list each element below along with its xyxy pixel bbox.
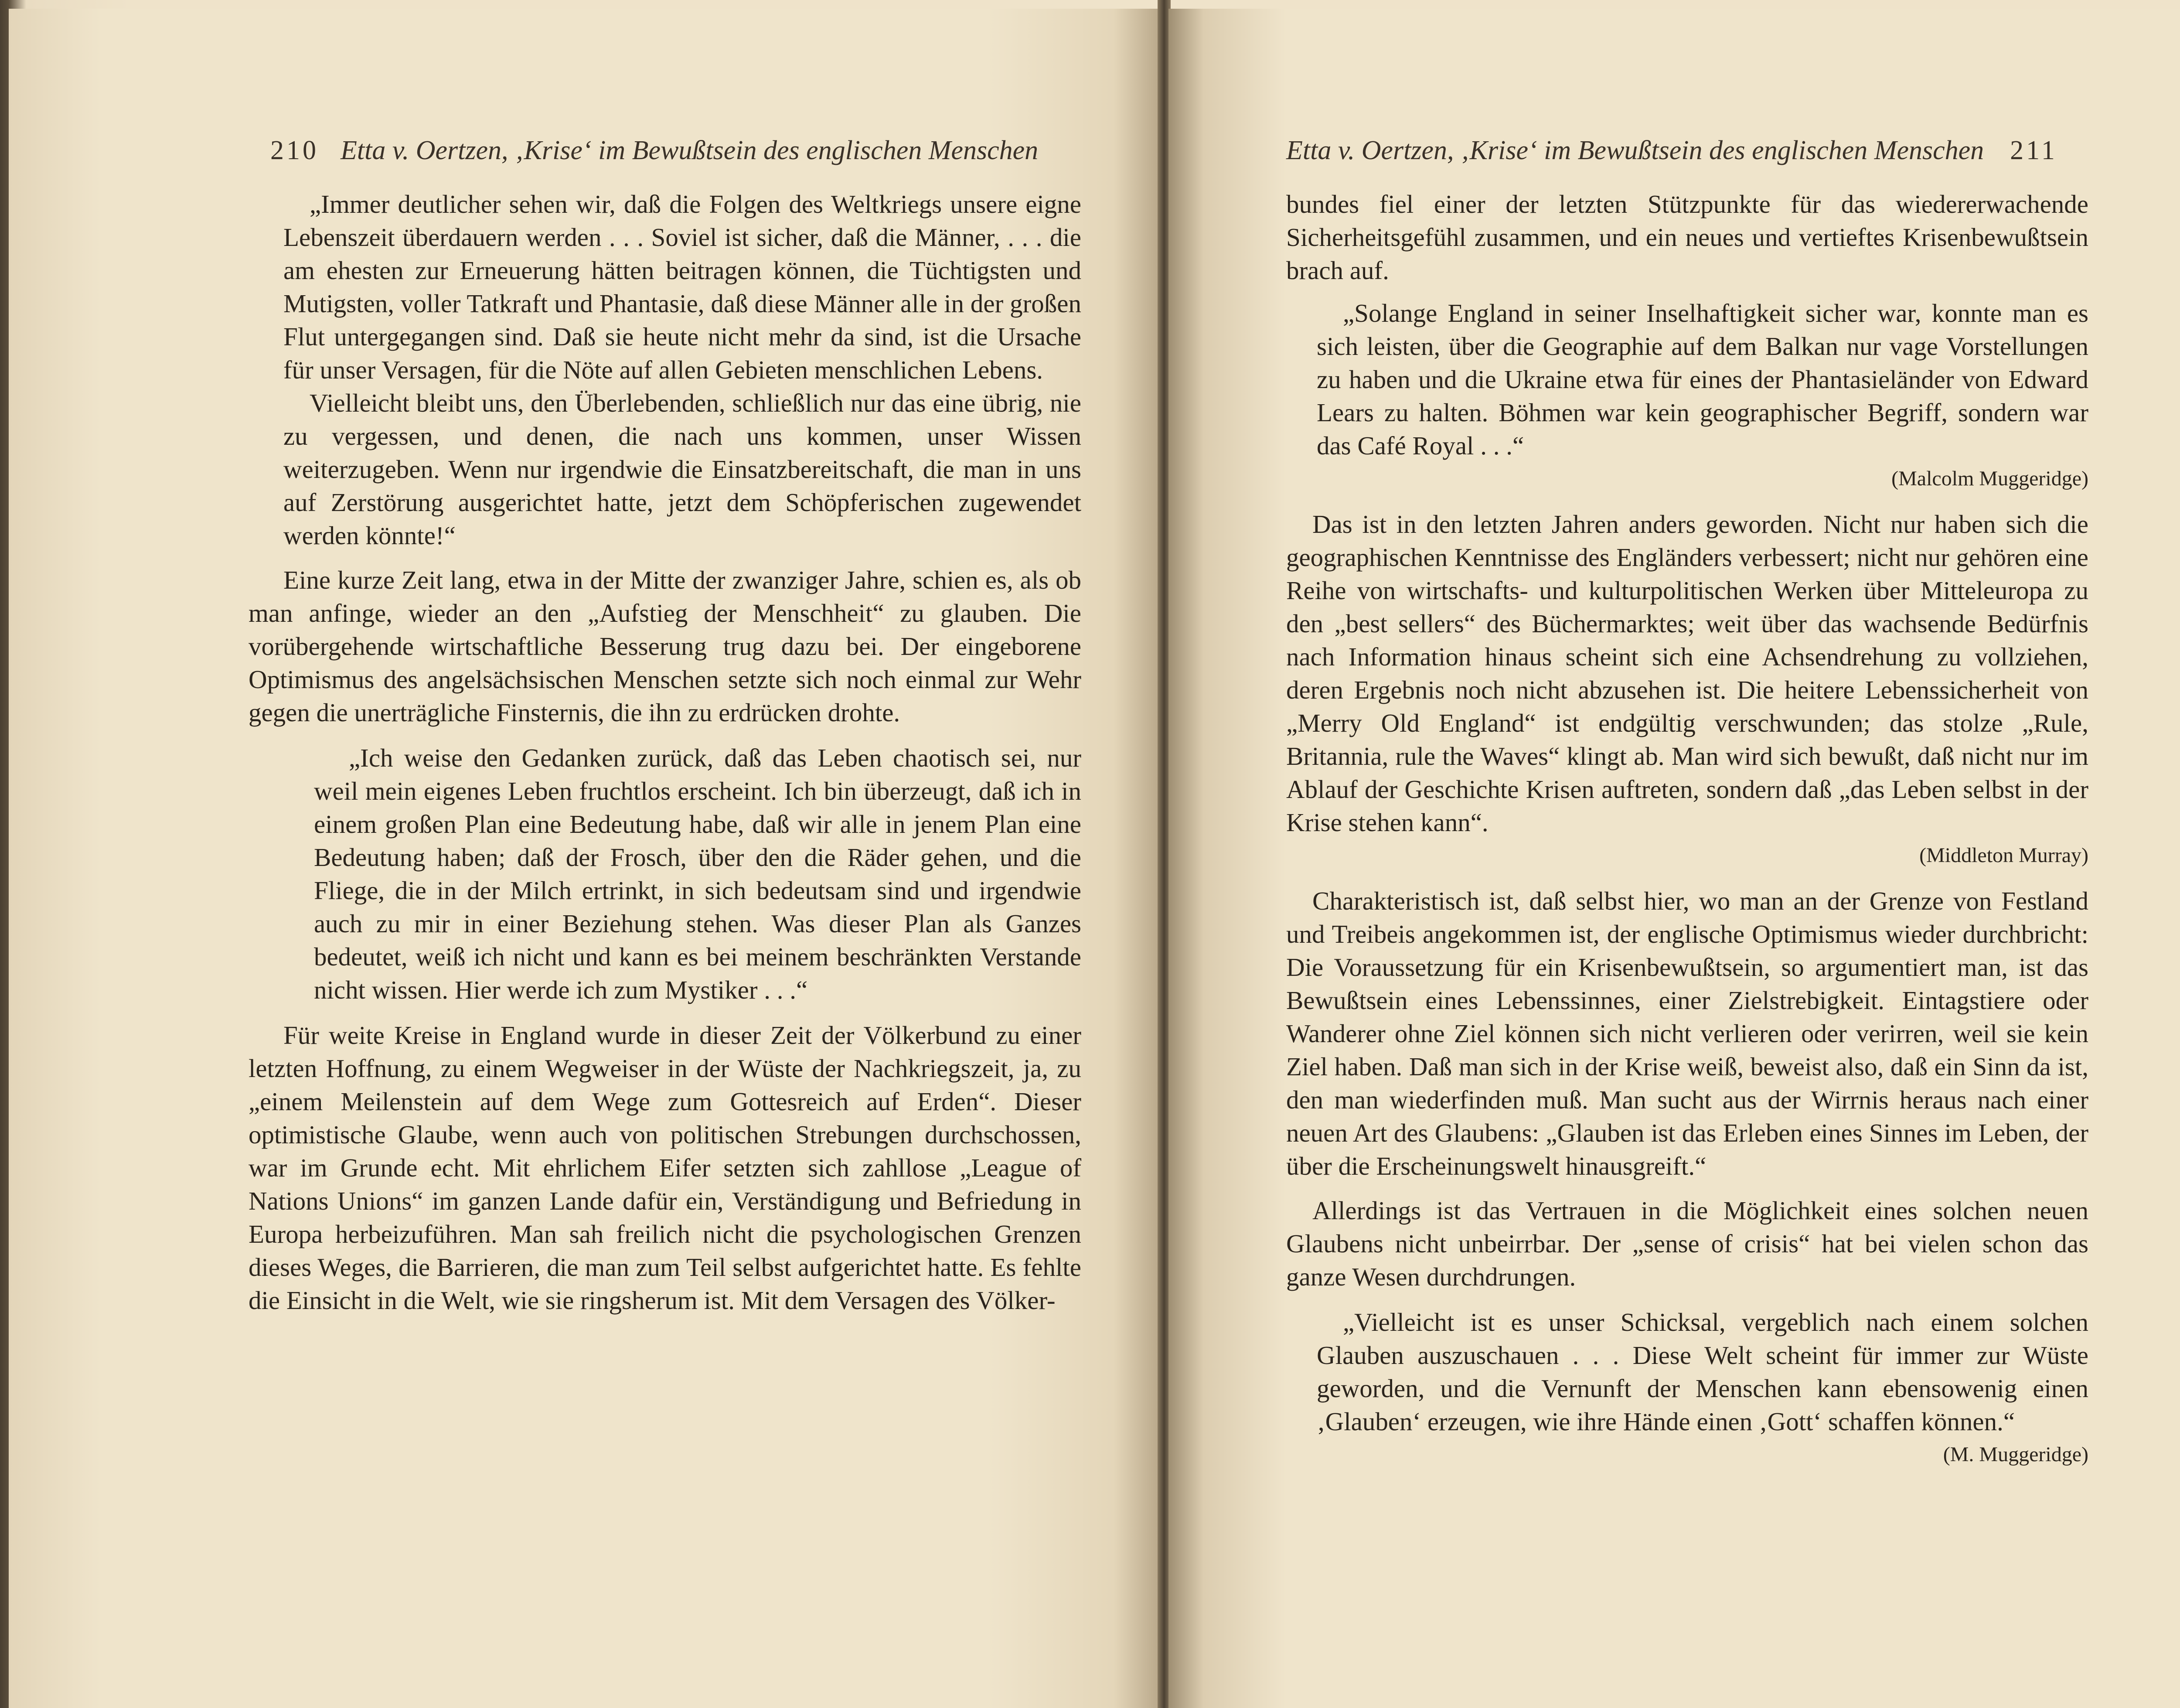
quote-paragraph: „Immer deutlicher sehen wir, daß die Folgen des Weltkriegs unsere eigne Lebenszeit überdauern werden . . . Soviel ist sicher, daß die Männer, . . . die am ehesten zur Erneuerung hätten beitragen können, die Tüchtigsten und Mutigsten, voller Tatkraft und Phantasie, daß diese Männer alle in der großen Flut untergegangen sind. Daß sie heute nicht mehr da sind, ist die Ursache für unser Versagen, für die Nöte auf allen Gebieten menschlichen Lebens. xyxy=(283,190,1081,384)
quote-paragraph: „Ich weise den Gedanken zurück, daß das Leben chaotisch sei, nur weil mein eigenes Leben fruchtlos erscheint. Ich bin überzeugt, daß ich in einem großen Plan eine Bedeutung habe, daß wir alle in jenem Plan eine Bedeutung haben; daß der Frosch, über den die Räder gehen, und die Fliege, die in der Milch ertrinkt, in sich bedeutsam sind und irgendwie auch zu mir in einer Beziehung stehen. Was dieser Plan als Ganzes bedeutet, weiß ich nicht und kann es bei meinem beschränkten Verstande nicht wissen. Hier werde ich zum Mystiker . . .“ xyxy=(314,743,1081,1004)
right-page-body xyxy=(1286,188,2088,1471)
page-number-left: 210 xyxy=(270,136,319,165)
quote-credit: (Malcolm Muggeridge) xyxy=(1891,467,2088,490)
quote-credit: (Middleton Murray) xyxy=(1919,844,2088,867)
running-head-left xyxy=(270,135,1038,166)
body-paragraph: Eine kurze Zeit lang, etwa in der Mitte der zwanziger Jahre, schien es, als ob man anfinge, wieder an den „Aufstieg der Menschheit“ zu glauben. Die vorübergehende wirtschaftliche Besserung trug dazu bei. Der eingeborene Optimismus des angelsächsischen Menschen setzte sich noch einmal zur Wehr gegen die unerträgliche Finsternis, die ihn zu erdrücken drohte. xyxy=(249,566,1081,727)
body-paragraph: Charakteristisch ist, daß selbst hier, wo man an der Grenze von Festland und Treibeis angekommen ist, der englische Optimismus wieder durchbricht: Die Voraussetzung für ein Krisenbewußtsein, so argumentiert man, ist das Bewußtsein eines Lebenssinnes, einer Zielstrebigkeit. Eintagstiere oder Wanderer ohne Ziel können sich nicht verlieren oder verirren, weil sie kein Ziel haben. Daß man sich in der Krise weiß, beweist also, daß ein Sinn da ist, den man wiederfinden muß. Man sucht aus der Wirrnis heraus nach einer neuen Art des Glaubens: „Glauben ist das Erleben eines Sinnes im Leben, der über die Erscheinungswelt hinausgreift.“ xyxy=(1286,886,2088,1180)
body-paragraph: Für weite Kreise in England wurde in dieser Zeit der Völkerbund zu einer letzten Hoffnung, zu einem Wegweiser in der Wüste der Nachkriegszeit, ja, zu „einem Meilenstein auf dem Wege zum Gottesreich auf Erden“. Dieser optimistische Glaube, wenn auch von politischen Strebungen durchschossen, war im Grunde echt. Mit ehrlichem Eifer setzten sich zahllose „League of Nations Unions“ im ganzen Lande dafür ein, Verständigung und Befriedung in Europa herbeizuführen. Man sah freilich nicht die psychologischen Grenzen dieses Weges, die Barrieren, die man zum Teil selbst aufgerichtet hatte. Es fehlte die Einsicht in die Welt, wie sie ringsherum ist. Mit dem Versagen des Völker- xyxy=(249,1021,1081,1315)
left-page xyxy=(9,9,1160,1708)
page-number-right: 211 xyxy=(2010,136,2057,165)
running-head-text-left: Etta v. Oertzen, ‚Krise‘ im Bewußtsein des englischen Menschen xyxy=(341,136,1039,165)
running-head-right xyxy=(1286,135,2057,166)
quote-credit: (M. Muggeridge) xyxy=(1943,1443,2088,1466)
running-head-text-right: Etta v. Oertzen, ‚Krise‘ im Bewußtsein des englischen Menschen xyxy=(1286,136,1984,165)
quote-paragraph: „Solange England in seiner Inselhaftigkeit sicher war, konnte man es sich leisten, über die Geographie auf dem Balkan nur vage Vorstellungen zu haben und die Ukraine etwa für eines der Phantasieländer von Edward Lears zu halten. Böhmen war kein geographischer Begriff, sondern war das Café Royal . . .“ xyxy=(1317,299,2088,460)
body-paragraph: Allerdings ist das Vertrauen in die Möglichkeit eines solchen neuen Glaubens nicht unbeirrbar. Der „sense of crisis“ hat bei vielen schon das ganze Wesen durchdrungen. xyxy=(1286,1196,2088,1291)
right-page xyxy=(1168,9,2180,1708)
quote-paragraph: Vielleicht bleibt uns, den Überlebenden, schließlich nur das eine übrig, nie zu vergessen, und denen, die nach uns kommen, unser Wissen weiterzugeben. Wenn nur irgendwie die Einsatzbereitschaft, die man in uns auf Zerstörung ausgerichtet hatte, jetzt dem Schöpferischen zugewendet werden könnte!“ xyxy=(283,389,1081,550)
body-paragraph: bundes fiel einer der letzten Stützpunkte für das wiedererwachende Sicherheitsgefühl zusammen, und ein neues und vertieftes Krisenbewußtsein brach auf. xyxy=(1286,190,2088,285)
body-paragraph: Das ist in den letzten Jahren anders geworden. Nicht nur haben sich die geographischen Kenntnisse des Engländers verbessert; nicht nur gehören eine Reihe von wirtschafts- und kulturpolitischen Werken über Mitteleuropa zu den „best sellers“ des Büchermarktes; weit über das wachsende Bedürfnis nach Information hinaus scheint sich eine Achsendrehung zu vollziehen, deren Ergebnis noch nicht abzusehen ist. Die heitere Lebenssicherheit von „Merry Old England“ ist endgültig verschwunden; das stolze „Rule, Britannia, rule the Waves“ klingt ab. Man wird sich bewußt, daß nicht nur im Ablauf der Geschichte Krisen auftreten, sondern daß „das Leben selbst in der Krise stehen kann“. xyxy=(1286,510,2088,837)
left-page-body xyxy=(249,188,1081,1317)
quote-paragraph: „Vielleicht ist es unser Schicksal, vergeblich nach einem solchen Glauben auszuschauen . . . Diese Welt scheint für immer zur Wüste geworden, und die Vernunft der Menschen kann ebensowenig einen ‚Glauben‘ erzeugen, wie ihre Hände einen ‚Gott‘ schaffen können.“ xyxy=(1317,1308,2088,1436)
